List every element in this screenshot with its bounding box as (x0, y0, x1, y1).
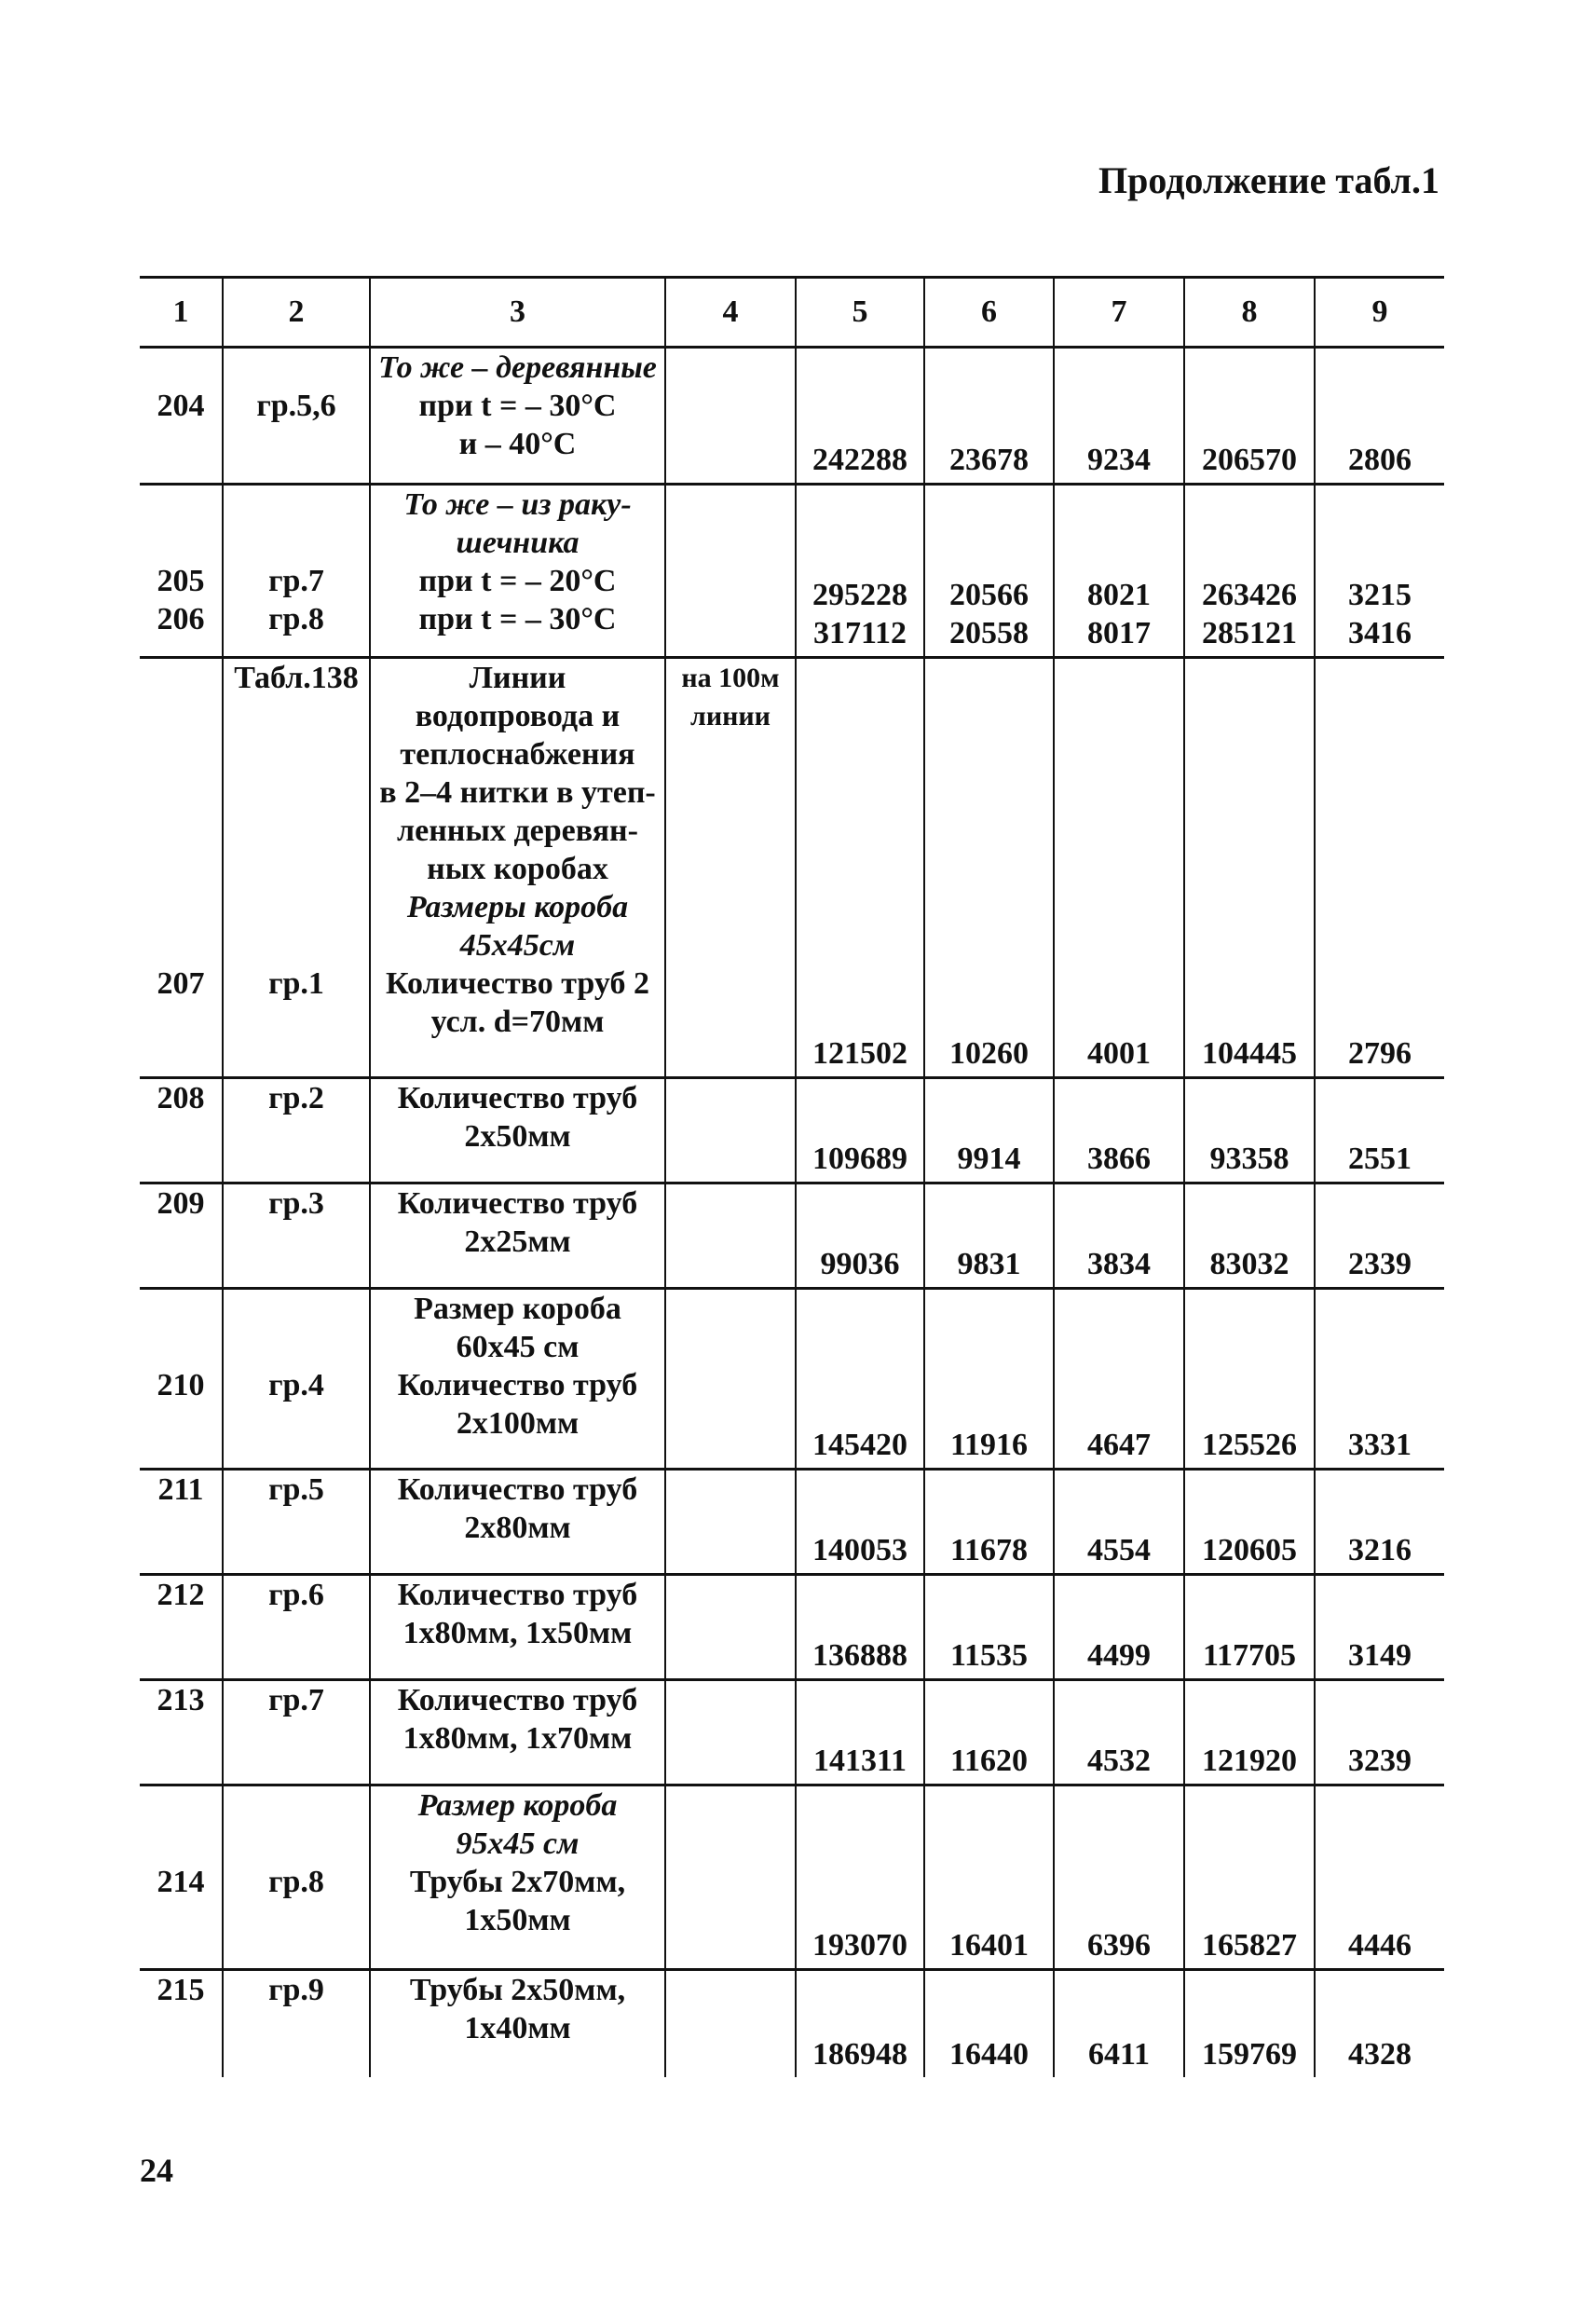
value: 120605 (1202, 1533, 1297, 1567)
item-number: 204 (157, 389, 205, 423)
value-cell (796, 658, 924, 1078)
value: 4499 (1087, 1638, 1151, 1673)
description-line: Количество труб (397, 1578, 638, 1612)
description-line: ных коробах (427, 852, 608, 886)
description-line: Количество труб (397, 1683, 638, 1717)
description-line: Размер короба (417, 1788, 618, 1823)
description-line: водопровода и (415, 699, 621, 733)
value: 4446 (1348, 1928, 1412, 1963)
item-number-cell (140, 1183, 223, 1289)
value-cell (924, 1183, 1054, 1289)
value-cell (1054, 658, 1184, 1078)
value: 4554 (1087, 1533, 1151, 1567)
value-cell (1184, 1470, 1315, 1575)
value: 3834 (1087, 1247, 1151, 1281)
table-row (140, 1575, 1444, 1680)
value-cell (1054, 1078, 1184, 1183)
col-header: 3 (370, 278, 665, 348)
value: 2551 (1348, 1142, 1412, 1176)
item-number: 206 (157, 602, 205, 636)
value: 295228 (812, 578, 907, 612)
value: 6396 (1087, 1928, 1151, 1963)
description-cell (370, 1078, 665, 1183)
value-cell (1315, 1575, 1444, 1680)
group-cell (223, 1078, 370, 1183)
value: 11620 (949, 1744, 1029, 1778)
value-cell (796, 1289, 924, 1470)
value: 140053 (812, 1533, 907, 1567)
value-cell (1315, 1289, 1444, 1470)
value-cell (924, 1970, 1054, 2077)
description-line: Количество труб (397, 1186, 638, 1221)
table-row (140, 1680, 1444, 1785)
value-cell (1054, 1470, 1184, 1575)
unit-cell (665, 1078, 796, 1183)
table-row (140, 1470, 1444, 1575)
group-label: гр.1 (268, 966, 324, 1001)
description-line: при t = – 20°С (418, 564, 617, 598)
description-cell (370, 1183, 665, 1289)
description-line: 2х80мм (464, 1511, 571, 1545)
value: 9914 (957, 1142, 1021, 1176)
value: 8017 (1087, 616, 1151, 650)
value-cell (1184, 1575, 1315, 1680)
continuation-label: Продолжение табл.1 (1098, 159, 1439, 201)
group-label: гр.4 (268, 1368, 324, 1402)
group-label: гр.9 (268, 1973, 324, 2007)
item-number-cell (140, 348, 223, 485)
description-line: То же – деревянные (378, 350, 657, 385)
table-row (140, 485, 1444, 658)
value: 4647 (1087, 1428, 1151, 1462)
unit-cell (665, 658, 796, 1078)
value: 145420 (812, 1428, 907, 1462)
description-line: и – 40°С (458, 427, 577, 461)
description-cell (370, 1970, 665, 2077)
col-header: 7 (1054, 278, 1184, 348)
item-number-cell (140, 658, 223, 1078)
description-cell (370, 1289, 665, 1470)
item-number-cell (140, 1680, 223, 1785)
description-line: 1х40мм (464, 2011, 571, 2045)
value-cell (924, 485, 1054, 658)
value: 11535 (949, 1638, 1029, 1673)
description-cell (370, 485, 665, 658)
value: 104445 (1202, 1036, 1297, 1071)
unit-cell (665, 1183, 796, 1289)
page-number: 24 (140, 2152, 173, 2189)
value-cell (1315, 1970, 1444, 2077)
description-line: 1х80мм, 1х50мм (402, 1616, 633, 1650)
table-body (140, 348, 1444, 2077)
value-cell (1315, 485, 1444, 658)
value-cell (1054, 348, 1184, 485)
value: 4328 (1348, 2036, 1412, 2072)
item-number: 211 (157, 1472, 204, 1507)
description-cell (370, 1785, 665, 1970)
value: 3239 (1348, 1744, 1412, 1778)
group-label: гр.5 (268, 1472, 324, 1507)
value: 109689 (812, 1142, 907, 1176)
value: 117705 (1202, 1638, 1297, 1673)
unit-cell (665, 1289, 796, 1470)
description-cell (370, 348, 665, 485)
value: 159769 (1202, 2036, 1297, 2072)
value: 8021 (1087, 578, 1151, 612)
value: 263426 (1202, 578, 1297, 612)
description-line: Количество труб (397, 1368, 638, 1402)
value-cell (1184, 658, 1315, 1078)
value: 165827 (1202, 1928, 1297, 1963)
value: 4532 (1087, 1744, 1151, 1778)
description-cell (370, 1680, 665, 1785)
value: 6411 (1087, 2036, 1151, 2072)
item-number: 205 (157, 564, 205, 598)
description-cell (370, 1575, 665, 1680)
table-row (140, 1183, 1444, 1289)
description-cell (370, 1470, 665, 1575)
value-cell (796, 1575, 924, 1680)
group-cell (223, 1785, 370, 1970)
unit-cell (665, 1470, 796, 1575)
description-line: шечника (456, 526, 580, 560)
item-number-cell (140, 1078, 223, 1183)
group-label: гр.2 (268, 1081, 324, 1115)
value-cell (796, 1680, 924, 1785)
description-line: Размер короба (414, 1292, 621, 1326)
value: 2796 (1348, 1036, 1412, 1071)
value: 121920 (1202, 1744, 1297, 1778)
value: 141311 (812, 1744, 907, 1778)
item-number-cell (140, 1289, 223, 1470)
description-line: 95х45 см (456, 1826, 580, 1861)
table-row (140, 1785, 1444, 1970)
table-row (140, 348, 1444, 485)
table-row (140, 1970, 1444, 2077)
unit-cell (665, 1970, 796, 2077)
value-cell (924, 1470, 1054, 1575)
description-line: 2х50мм (464, 1119, 571, 1154)
value-cell (1315, 1470, 1444, 1575)
col-header: 1 (140, 278, 223, 348)
value: 23678 (949, 443, 1029, 477)
value-cell (1054, 1575, 1184, 1680)
value-cell (1184, 1970, 1315, 2077)
unit-cell (665, 1575, 796, 1680)
description-line: 1х50мм (464, 1903, 571, 1937)
value-cell (1315, 348, 1444, 485)
col-header: 9 (1315, 278, 1444, 348)
value: 3149 (1348, 1638, 1412, 1673)
value: 9831 (957, 1247, 1021, 1281)
value-cell (924, 1078, 1054, 1183)
value: 99036 (820, 1247, 900, 1281)
group-label: гр.8 (268, 602, 324, 636)
description-line: 2х100мм (456, 1406, 580, 1441)
group-cell (223, 1970, 370, 2077)
item-number-cell (140, 1970, 223, 2077)
item-number: 213 (157, 1683, 205, 1717)
table-row (140, 658, 1444, 1078)
value-cell (1054, 1289, 1184, 1470)
value: 16440 (949, 2036, 1029, 2072)
group-label: гр.5,6 (256, 389, 336, 423)
unit-cell (665, 485, 796, 658)
item-number: 214 (157, 1865, 205, 1899)
value: 121502 (812, 1036, 907, 1071)
value-cell (796, 348, 924, 485)
item-number-cell (140, 485, 223, 658)
value-cell (924, 1785, 1054, 1970)
value: 317112 (812, 616, 907, 650)
description-line: Линии (469, 661, 566, 695)
group-label: гр.3 (268, 1186, 324, 1221)
value-cell (1315, 1078, 1444, 1183)
value-cell (796, 1470, 924, 1575)
value-cell (1315, 658, 1444, 1078)
value: 3331 (1348, 1428, 1412, 1462)
unit-cell (665, 348, 796, 485)
value-cell (1184, 1289, 1315, 1470)
value-cell (1184, 1183, 1315, 1289)
value: 193070 (812, 1928, 907, 1963)
description-line: 2х25мм (464, 1224, 571, 1259)
value-cell (1184, 1785, 1315, 1970)
description-line: Количество труб 2 (386, 966, 649, 1001)
value-cell (1184, 1680, 1315, 1785)
group-label: гр.7 (268, 564, 324, 598)
group-cell (223, 1680, 370, 1785)
value-cell (1184, 348, 1315, 485)
description-line: Количество труб (397, 1472, 638, 1507)
value-cell (924, 658, 1054, 1078)
unit-label: на 100м линии (681, 663, 780, 732)
item-number: 212 (157, 1578, 205, 1612)
group-label: гр.7 (268, 1683, 324, 1717)
value-cell (924, 1680, 1054, 1785)
unit-cell (665, 1785, 796, 1970)
unit-cell (665, 1680, 796, 1785)
table-row (140, 1078, 1444, 1183)
group-cell (223, 1183, 370, 1289)
table-row (140, 1289, 1444, 1470)
data-table (140, 276, 1444, 2077)
col-header: 6 (924, 278, 1054, 348)
description-line: ленных деревян- (397, 814, 638, 848)
item-number: 208 (157, 1081, 205, 1115)
value-cell (1315, 1785, 1444, 1970)
col-header: 2 (223, 278, 370, 348)
value-cell (1054, 1785, 1184, 1970)
value: 186948 (812, 2036, 907, 2072)
value-cell (1054, 1680, 1184, 1785)
value-cell (796, 1078, 924, 1183)
group-cell (223, 1575, 370, 1680)
description-cell (370, 658, 665, 1078)
table-header (140, 278, 1444, 348)
description-line: Размеры короба (406, 890, 629, 924)
value-cell (1054, 485, 1184, 658)
value: 3216 (1348, 1533, 1412, 1567)
value-cell (796, 1970, 924, 2077)
description-line: при t = – 30°С (418, 602, 617, 636)
value: 136888 (812, 1638, 907, 1673)
description-line: усл. d=70мм (430, 1005, 605, 1039)
value: 4001 (1087, 1036, 1151, 1071)
item-number: 215 (157, 1973, 205, 2007)
item-number-cell (140, 1575, 223, 1680)
group-label: гр.8 (268, 1865, 324, 1899)
group-cell (223, 348, 370, 485)
value-cell (796, 485, 924, 658)
table-reference: Табл.138 (234, 661, 359, 695)
description-line: Трубы 2х50мм, (409, 1973, 626, 2007)
item-number: 209 (157, 1186, 205, 1221)
value: 2806 (1348, 443, 1412, 477)
value-cell (1054, 1970, 1184, 2077)
value: 3416 (1348, 616, 1412, 650)
col-header: 5 (796, 278, 924, 348)
value: 20558 (949, 616, 1029, 650)
item-number: 210 (157, 1368, 205, 1402)
value: 11678 (949, 1533, 1029, 1567)
description-line: Количество труб (397, 1081, 638, 1115)
group-cell (223, 485, 370, 658)
value-cell (1184, 485, 1315, 658)
value: 9234 (1087, 443, 1151, 477)
value-cell (924, 1289, 1054, 1470)
value: 20566 (949, 578, 1029, 612)
value: 3866 (1087, 1142, 1151, 1176)
description-line: Трубы 2х70мм, (409, 1865, 626, 1899)
col-header: 8 (1184, 278, 1315, 348)
value: 83032 (1209, 1247, 1289, 1281)
value: 10260 (949, 1036, 1029, 1071)
description-line: 45х45см (459, 928, 576, 963)
description-line: То же – из раку- (403, 487, 632, 522)
value: 11916 (949, 1428, 1029, 1462)
value: 125526 (1202, 1428, 1297, 1462)
value-cell (1315, 1183, 1444, 1289)
value: 242288 (812, 443, 907, 477)
description-line: в 2–4 нитки в утеп- (379, 775, 656, 810)
value: 206570 (1202, 443, 1297, 477)
value-cell (1184, 1078, 1315, 1183)
value-cell (1315, 1680, 1444, 1785)
col-header: 4 (665, 278, 796, 348)
group-cell (223, 1470, 370, 1575)
description-line: теплоснабжения (400, 737, 635, 772)
value: 3215 (1348, 578, 1412, 612)
group-cell (223, 1289, 370, 1470)
value: 2339 (1348, 1247, 1412, 1281)
description-line: 1х80мм, 1х70мм (402, 1721, 633, 1756)
description-line: при t = – 30°С (418, 389, 617, 423)
item-number-cell (140, 1785, 223, 1970)
value-cell (796, 1183, 924, 1289)
value-cell (924, 1575, 1054, 1680)
group-cell (223, 658, 370, 1078)
group-label: гр.6 (268, 1578, 324, 1612)
value: 16401 (949, 1928, 1029, 1963)
item-number: 207 (157, 966, 205, 1001)
item-number-cell (140, 1470, 223, 1575)
value: 93358 (1209, 1142, 1289, 1176)
value-cell (796, 1785, 924, 1970)
value-cell (924, 348, 1054, 485)
value: 285121 (1202, 616, 1297, 650)
description-line: 60х45 см (456, 1330, 580, 1364)
value-cell (1054, 1183, 1184, 1289)
